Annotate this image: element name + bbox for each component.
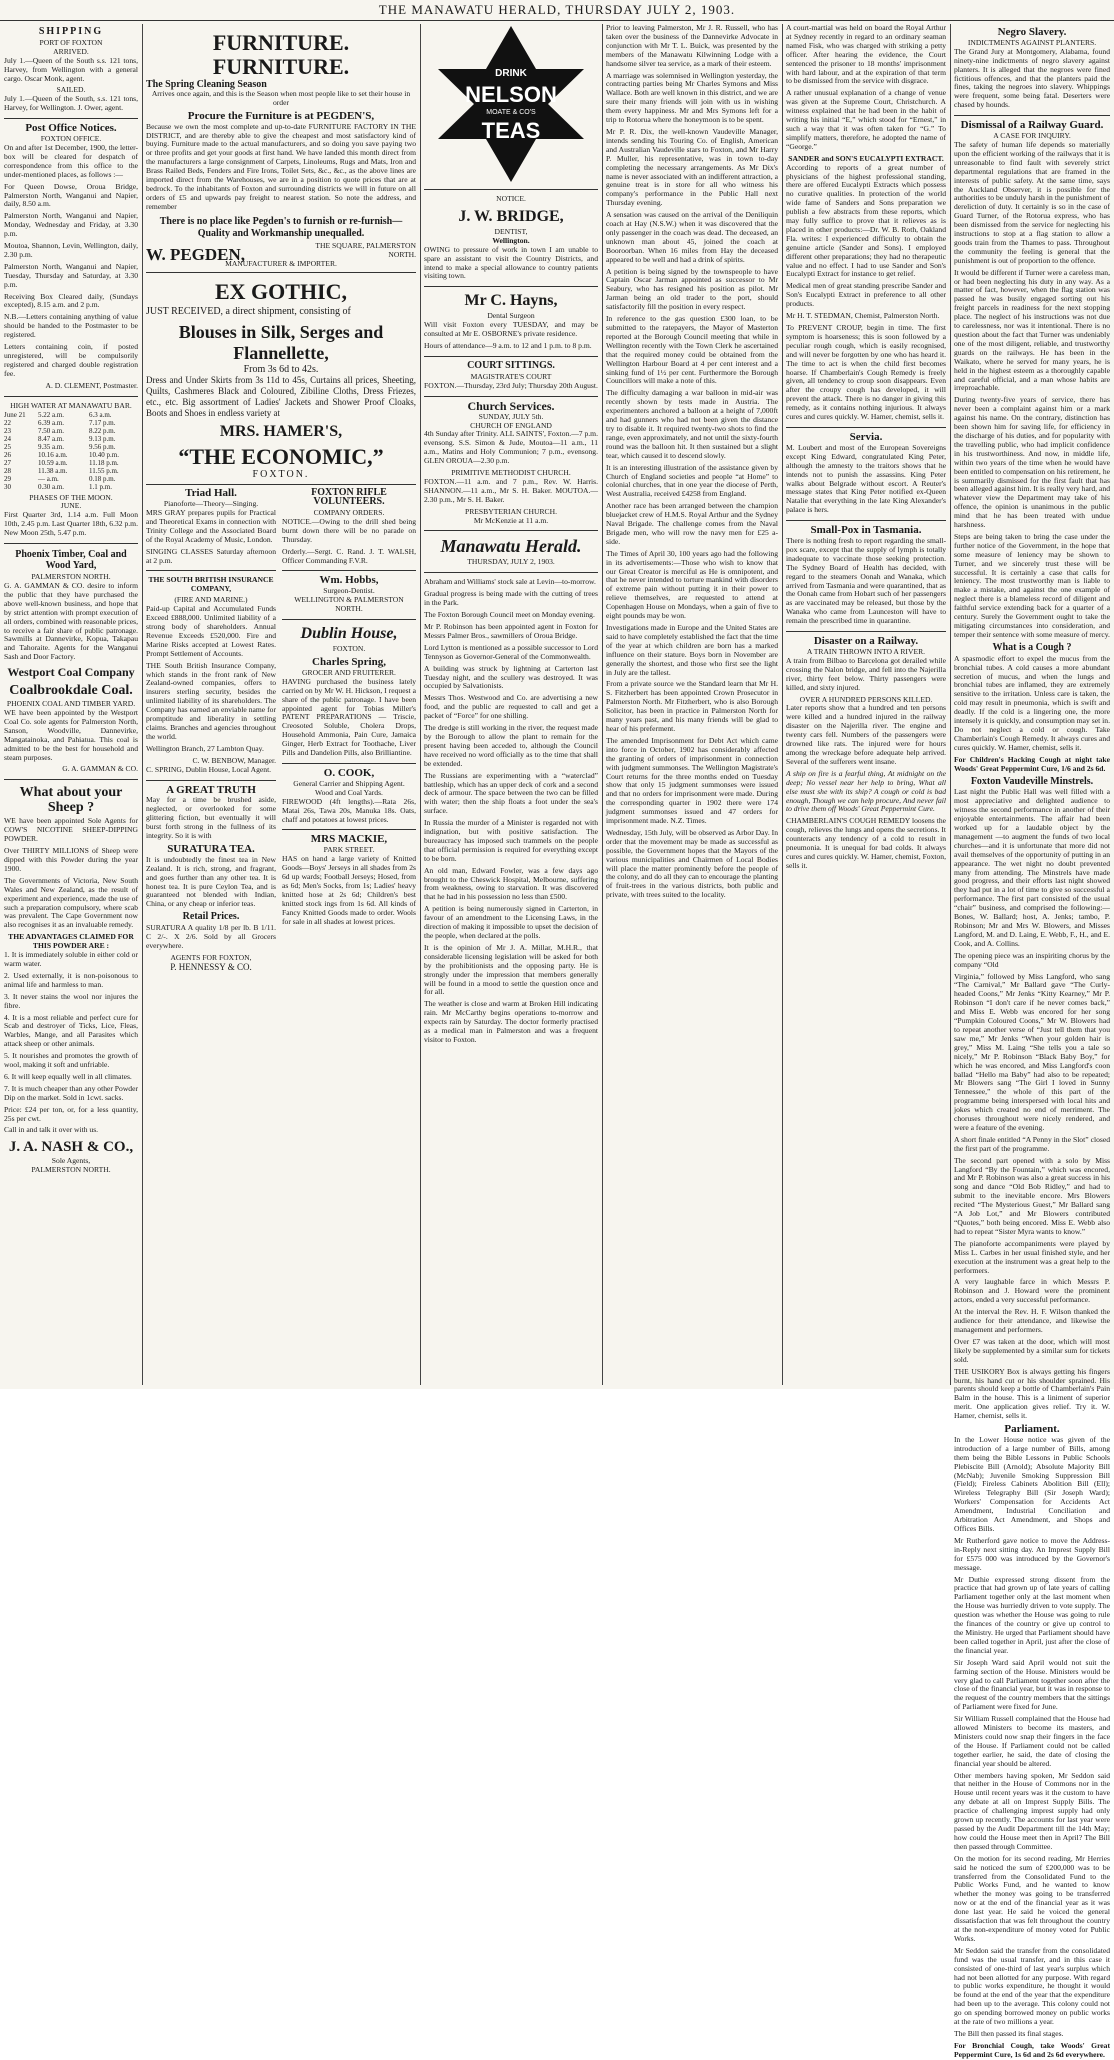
furniture-title: FURNITURE. FURNITURE.	[212, 30, 350, 79]
blouses-title: Blouses in Silk, Serges and Flannellette,	[178, 322, 384, 364]
coalbrookdale-title: Coalbrookdale Coal.	[9, 683, 133, 699]
notice-title: NOTICE.	[496, 194, 526, 203]
procure-title: Procure the Furniture is at PEGDEN'S,	[187, 109, 375, 122]
phoenix-body: WE have been appointed by the Westport Coal Co. sole agents for Palmerston North, Sanson, Woodville, Dannevirke, Mangatainoka, and Pahiatua. This coal is admitted to be the best for household and steam purposes.	[4, 708, 138, 762]
pegden-ad	[146, 24, 416, 273]
sheep-point: 2. Used externally, it is non-poisonous to animal life and harmless to man.	[4, 970, 138, 989]
suratura-title: SURATURA TEA.	[167, 842, 255, 855]
sheep-body: Over THIRTY MILLIONS of Sheep were dipped with this Powder during the year 1900.	[4, 846, 138, 873]
guard-body: Steps are being taken to bring the case under the further notice of the Government, in the hope that some measure of leniency may be shown to Turner, and we sincerely trust these will be successful. It is certainly a case that calls for leniency. The most trustworthy man is liable to make a mistake, and against the one example of neglect there is a blameless record of diligent and faithful service extending back for a quarter of a century. Surely the Government ought to take the mitigating circumstances into consideration, and temper their sentence with some measure of mercy.	[954, 531, 1110, 639]
parliament-body: Mr Duthie expressed strong dissent from the practice that had grown up of late years of calling Parliament together only at the last moment when the House was hurriedly driven to vote supply. The question was whether the House was going to rule the finances of the country or give up control to the Ministry. He urged that Parliament should have been called together in April, just after the close of the financial year.	[954, 1574, 1110, 1655]
phoenix-coal: PHOENIX COAL AND TIMBER YARD.	[6, 699, 136, 709]
guard-title: Dismissal of a Railway Guard.	[960, 119, 1104, 132]
rifle-sub: COMPANY ORDERS.	[313, 508, 385, 518]
ad-row	[146, 485, 416, 972]
moon-phases: First Quarter 3rd, 1.14 a.m. Full Moon 10th, 2.45 p.m. Last Quarter 18th, 6.32 p.m. New Moon 25th, 5.47 p.m.	[4, 510, 138, 538]
tide-table: June 21 5.22 a.m. 6.3 a.m. 22 6.39 a.m. 7.17 p.m. 23 7.50 a.m. 8.22 p.m. 24 8.47 a.m. 9.13 p.m. 25 9.35 a.m. 9.56 p.m. 26 10.16 a.m. 10.40 p.m. 27 10.59 a.m. 11.18 p.m. 28 11.38 a.m. 11.55 p.m. 29 — a.m. 0.18 p.m. 30 0.30 a.m. 1.1 p.m.	[4, 410, 119, 491]
triad-title: Triad Hall.	[185, 487, 237, 500]
servia-body: M. Loubert and most of the European Sovereigns except King Edward, congratulated King Peter, although the amnesty to the traitors shows that he intends not to punish the assassins. King Peter walks about Belgrade without escort. A Reuter's message states that King Peter notified ex-Queen Natalie that everything in the late King Alexander's palace is hers.	[786, 442, 946, 515]
smallpox-title: Small-Pox in Tasmania.	[810, 524, 922, 537]
guard-sub: A CASE FOR INQUIRY.	[993, 131, 1071, 141]
divider	[4, 543, 138, 544]
court-body: FOXTON.—Thursday, 23rd July; Thursday 20th August.	[424, 380, 598, 390]
retail-body: SURATURA A quality 1/8 per lb. B 1/11. C 2/-. X 2/6. Sold by all Grocers everywhere.	[146, 923, 276, 950]
vaude-body: At the interval the Rev. H. F. Wilson thanked the audience for their attendance, and likewise the management and performers.	[954, 1307, 1110, 1334]
sanders-body: According to reports of a great number of physicians of the highest professional standing, there are offered Eucalypti Extracts which possess no curative qualities. In protection of the world wide fame of Sanders and Sons preparation we publish a few abstracts from these reports, which may fully suffice to prove that it relieves as is placed in other products:—Dr. W. B. Roth, Oakland Fla. writes: I experienced difficulty to obtain the genuine article (Sander and Sons). I employed different other preparations; they had no therapeutic value and no effect. I had to use Sander and Son's Eucalypti Extract for instance to get relief.	[786, 162, 946, 279]
news-item: A marriage was solemnised in Wellington yesterday, the contracting parties being Mr Charles Symons and Miss Wallace. Both are well known in this district, and we are sure their many friends will join with us in wishing them every happiness. Mr and Mrs Symons left for a trip to Rotorua where the honeymoon is to be spent.	[606, 70, 778, 125]
negro-body: The Grand Jury at Montgomery, Alabama, found ninety-nine indictments of negro slavery against planters. It is alleged that the negroes were fined fictitious offences, and that the planters paid the fines, taking the negroes into slavery. Whippings were frequent, some being fatal. Deserters were chased by hounds.	[954, 46, 1110, 110]
column-1	[4, 24, 138, 1385]
meth-body: FOXTON.—11 a.m. and 7 p.m., Rev. W. Harris. SHANNON.—11 a.m., Mr S. H. Baker. MOUTOA.—2.30 p.m., Mr S. H. Baker.	[424, 476, 598, 504]
insurance-body: THE South British Insurance Company, which stands in the front rank of New Zealand-owned companies, offers to insurers sterling security, besides the unlimited liability of its shareholders. The Company has earned an enviable name for promptitude and liberality in settling claims. Branches and agencies throughout the world.	[146, 660, 276, 741]
westport-title: Westport Coal Company	[7, 665, 135, 680]
timber-sub: PALMERSTON NORTH.	[31, 572, 111, 582]
column-rule	[950, 24, 951, 1385]
news-item: The dredge is still working in the river, the request made by the Borough to allow the plant to remain for the present having been acceded to, although the Council have received no word officially as to the time that shall be extended.	[424, 723, 598, 768]
column-4	[606, 24, 778, 1385]
masthead: THE MANAWATU HERALD, THURSDAY JULY 2, 1903.	[0, 0, 1114, 21]
church-eng: CHURCH OF ENGLAND	[470, 420, 552, 430]
news-item: Mr P. Robinson has been appointed agent in Foxton for Messrs Palmer Bros., sawmillers of Oroua Bridge.	[424, 622, 598, 640]
sanders-order: Mr H. T. STEDMAN, Chemist, Palmerston North.	[786, 311, 940, 321]
nash-title: J. A. NASH & CO.,	[8, 1139, 134, 1156]
sheep-adv: THE ADVANTAGES CLAIMED FOR THIS POWDER ARE :	[8, 932, 134, 951]
hobbs-address: WELLINGTON & PALMERSTON NORTH.	[294, 595, 404, 614]
divider	[424, 189, 598, 190]
divider	[146, 780, 276, 781]
divider	[424, 530, 598, 531]
hamer-name: MRS. HAMER'S,	[219, 423, 343, 441]
news-item: Prior to leaving Palmerston, Mr J. R. Russell, who has taken over the business of the Dannevirke Advocate in conjunction with Mr T. L. Buick, was presented by the members of the Manawatu Kilwinning Lodge with a handsome silver tea service, as a mark of their esteem.	[606, 23, 778, 68]
sanders-end: Medical men of great standing prescribe Sander and Son's Eucalypti Extract in preference to all other products.	[786, 281, 946, 309]
post-line: On and after 1st December, 1900, the letter-box will be cleared for despatch of correspondence from this office to the under-mentioned places, as follows :—	[4, 142, 138, 179]
pegden-name: W. PEGDEN,	[146, 244, 246, 264]
post-line: Moutoa, Shannon, Levin, Wellington, daily, 2.30 p.m.	[4, 241, 138, 259]
blouse-price: From 3s 6d to 42s.	[243, 364, 319, 376]
cough-title: What is a Cough ?	[992, 641, 1072, 653]
news-item: Wednesday, 15th July, will be observed as Arbor Day. In order that the movement may be made as successful as possible, the Government hopes that the Mayors of the various municipalities and Chairmen of Local Bodies will place the matter prominently before the people of the colony, and do all they can to encourage the planting of fruit-trees in the various districts, both public and private, with trees suited to the locality.	[606, 827, 778, 900]
cook-body: FIREWOOD (4ft lengths).—Rata 26s, Matai 26s, Tawa 20s, Manuka 18s. Oats, chaff and potatoes at lowest prices.	[282, 796, 416, 824]
divider	[282, 619, 416, 620]
insurance-address: Wellington Branch, 27 Lambton Quay.	[146, 743, 264, 753]
post-line: N.B.—Letters containing anything of value should be handed to the Postmaster to be registered.	[4, 312, 138, 340]
sanders-title: SANDER and SON'S EUCALYPTI EXTRACT.	[788, 153, 944, 163]
hayns-hours: Hours of attendance—9 a.m. to 12 and 1 p.m. to 8 p.m.	[424, 341, 592, 351]
herald-title: Manawatu Herald.	[440, 536, 582, 557]
sheep-price: Price: £24 per ton, or, for a less quantity, 25s per cwt.	[4, 1104, 138, 1123]
insurance-body: Paid-up Capital and Accumulated Funds Exceed £888,000. Unlimited liability of a strong body of shareholders. Annual Revenue Exceeds £520,000. Fire and Marine Risks accepted at Lowest Rates. Prompt Settlement of Accounts.	[146, 604, 276, 658]
timber-body: G. A. GAMMAN & CO. desire to inform the public that they have purchased the above well-known business, and hope that by strict attention with prompt execution of all orders, combined with reasonable prices, to receive a fair share of public patronage. Sawmills at Dannevirke, Kopua, Takapau and Tahoraite. Agents for the Wanganui Sash and Door Factory.	[4, 580, 138, 662]
drink-label: DRINK	[495, 68, 527, 79]
shipping-arrived: ARRIVED.	[53, 46, 89, 56]
dublin-town: FOXTON.	[332, 644, 366, 654]
spring-name: Charles Spring,	[312, 656, 386, 668]
herald-date: THURSDAY, JULY 2, 1903.	[467, 557, 555, 567]
sheep-body: The Governments of Victoria, New South Wales and New Zealand, as the result of experiment and experience, made the use of such a preparation compulsory, where scab was prevalent. The Cape Government now also recognises it as an invaluable remedy.	[4, 875, 138, 930]
parliament-body: The Bill then passed its final stages.	[954, 2028, 1064, 2038]
nelson-tea-star-logo	[436, 24, 586, 184]
nash-sub: Sole Agents,	[51, 1156, 91, 1166]
rifle-title: FOXTON RIFLE VOLUNTEERS.	[311, 487, 387, 508]
divider	[424, 356, 598, 357]
divider	[4, 779, 138, 780]
nash-town: PALMERSTON NORTH.	[31, 1165, 111, 1175]
shipping-title: SHIPPING	[38, 26, 104, 37]
dress-body: Dress and Under Skirts from 3s 11d to 45s, Curtains all prices, Sheeting, Quilts, Cashmeres Black and Coloured, Zibiline Cloths, Dress Friezes, etc., etc. Big assortment of Ladies' Jackets and Shower Proof Cloaks, Boots and Shoes in endless variety at	[146, 375, 416, 419]
retail-title: Retail Prices.	[182, 911, 240, 923]
news-item: Abraham and Williams' stock sale at Levin—to-morrow.	[424, 577, 596, 587]
economic-title: “THE ECONOMIC,”	[178, 444, 384, 470]
cough-body: A spasmodic effort to expel the mucus from the bronchial tubes. A cold causes a more abundant secretion of mucus, and when the lungs and bronchial tubes are inflamed, they are extremely sensitive to the irritation. Unless care is taken, the cold may result in pneumonia, which is swift and deadly. If the cold is a lingering one, the more intensely it is quickly, and consumption may set in. Do not neglect a cold or cough. Take Chamberlain's Cough Remedy. It always cures and cures quickly. W. Hamer, chemist, sells it.	[954, 653, 1110, 752]
sheep-point: 4. It is a most reliable and perfect cure for Scab and destroyer of Ticks, Lice, Fleas, Warbles, Mange, and all Parasites which attack sheep or other animals.	[4, 1012, 138, 1049]
sheep-body: WE have been appointed Sole Agents for COW'S NICOTINE SHEEP-DIPPING POWDER.	[4, 816, 138, 844]
post-line: Letters containing coin, if posted unregistered, will be compulsorily registered and charged double registration fee.	[4, 342, 138, 378]
insurance-sign: C. W. BENBOW, Manager.	[192, 755, 276, 765]
vaude-body: Last night the Public Hall was well filled with a most appreciative and delighted audience to witness the second performance in another of their enjoyable entertainments. The affair had been worked up for a laudable object by the management —to augment the funds of two local churches—and it is unfortunate that more did not avail themselves of the opportunity of putting in an appearance. The wet night no doubt prevented many from attending. The Minstrels have made good progress, and their efforts last night showed they had put in a lot of time to give so successful a performance. The first part consisted of the usual “chair” business, and comprised the following:—Bones, W. Ballard; host, A. Jenks; tambo, P. Robinson; Mr and Mrs W. Blowers, and Misses Langford, M. and D. Laing, E. Webb, F., H., and E. Cook, and A. Collins.	[954, 787, 1110, 948]
parliament-title: Parliament.	[1004, 1423, 1060, 1436]
column-3	[424, 24, 598, 1385]
spring-role: GROCER AND FRUITERER.	[302, 667, 396, 677]
news-item: The Times of April 30, 100 years ago had the following in its advertisements:—Those who wish to know that our Great Creator is merciful as He is omnipotent, and that he never intended to torture mankind with disorders of extreme pain without putting it in their power to relieve themselves, are requested to attend at Copenhagen House on Mondays, when a gain of five to eight pounds may be won.	[606, 548, 778, 621]
negro-sub: INDICTMENTS AGAINST PLANTERS.	[967, 37, 1097, 47]
shipping-arrival: July 1.—Queen of the South s.s. 121 tons, Harvey, from Wellington with a general cargo. Oscar Monk, agent.	[4, 55, 138, 83]
guard-body: It would be different if Turner were a careless man, or had been neglecting his duty in any way. As a matter of fact, however, when the flag station was passed he was busily engaged sorting out his freight parcels in readiness for the next stopping place. The neglect of his instructions was not due to carelessness, nor was it intentional. There is no question about the fact that Turner was undeniably one of the most diligent, reliable, and trustworthy guards on the railways. He has been in the Waikato, where he served for many years, he is held in the highest esteem as a thoroughly capable and careful official, and a man whose habits are irreproachable.	[954, 267, 1110, 393]
teas-label: TEAS	[481, 118, 541, 143]
truth-title: A GREAT TRUTH	[166, 783, 256, 796]
column-rule	[782, 24, 783, 1385]
news-item: From a private source we the Standard learn that Mr H. S. Fitzherbert has been appointed Crown Prosecutor in Palmerston North. Mr Fitzherbert, who is also Borough Solicitor, has been in practice in Palmerston North for many years past, and his many friends will be glad to hear of his preferment.	[606, 679, 778, 733]
guard-body: The safety of human life depends so materially upon the efficient working of the railways that it is unreasonable to find fault with severely strict departmental regulations that are framed in the interests of public safety. At the same time, says the Auckland Observer, it is possible for the authorities to be unduly harsh in the punishment of dereliction of duty. It certainly is so in the case of Guard Turner, of the Rotorua express, who has been dismissed from the service for neglecting his instructions to stop at a flag station to allow a goods train from the Thames to pass. Throughout the community the feeling is general that the punishment is out of proportion to the offence.	[954, 139, 1110, 265]
church-date: SUNDAY, JULY 5th.	[478, 411, 544, 421]
sub-col-left	[146, 485, 276, 972]
bridge-role: DENTIST,	[494, 226, 528, 236]
mackie-title: MRS MACKIE,	[310, 833, 388, 846]
presb-body: Mr McKenzie at 11 a.m.	[473, 515, 549, 525]
court-title: COURT SITTINGS.	[467, 359, 555, 371]
news-item: A sensation was caused on the arrival of the Deniliquin coach at Hay (N.S.W.) when it was discovered that the only passenger in the coach was dead. The deceased, an unknown man about 45, joined the coach at Booroorban. When 16 miles from Hay the deceased appeared to be well and had a drink of spirits.	[606, 210, 778, 264]
vaude-body: The second part opened with a solo by Miss Langford “By the Fountain,” which was encored, and Mr P. Robinson was also a great success in his song and dance “Old Bob Ridley,” and had to submit to the inevitable encore. Mrs Blowers recited “The Mysterious Guest,” Mr Ballard sang “A Job Lot,” and Mr Blowers contributed “Quotes,” both being encored. Miss E. Webb also had to repeat “Sister Myra wants to know.”	[954, 1155, 1110, 1236]
bronchial-ad: For Bronchial Cough, take Woods' Great Peppermint Cure, 1s 6d and 2s 6d everywhere.	[954, 2040, 1110, 2059]
ex-gothic: EX GOTHIC,	[214, 279, 348, 305]
post-line: For Queen Dowse, Oroua Bridge, Palmerston North, Wanganui and Napier, daily, 8.50 a.m.	[4, 181, 138, 209]
church-title: Church Services.	[467, 398, 555, 413]
vaude-body: A very laughable farce in which Messrs P. Robinson and J. Howard were the prominent actors, ended a very successful performance.	[954, 1277, 1110, 1305]
nelson-label: NELSON	[465, 82, 557, 107]
parliament-body: On the motion for its second reading, Mr Herries said he noticed the sum of £200,000 was to be transferred from the Consolidated Fund to the Public Works Fund, and he wanted to know whether the money was going to be transferred now or at the end of the financial year as it was done last year. He said he voiced the general dissatisfaction that was felt throughout the country at the non-expenditure of money voted for Public Works.	[954, 1853, 1110, 1943]
parliament-body: Sir Joseph Ward said April would not suit the farming section of the House. Ministers would be very glad to call Parliament together soon after the close of the financial year, but it was in response to the request of the country members that the sittings of Parliament were fixed for June.	[954, 1657, 1110, 1712]
railway-body: A train from Bilbao to Barcelona got derailed while crossing the Nalon bridge, and fell into the Najerilla river, thirty feet below. Thirty passengers were killed, and sixty injured.	[786, 655, 946, 692]
divider	[786, 520, 946, 521]
divider	[282, 829, 416, 830]
divider	[4, 396, 138, 397]
moate-label: MOATE & CO'S	[486, 109, 536, 116]
post-line: Palmerston North, Wanganui and Napier, Tuesday, Thursday and Saturday, at 3.30 p.m.	[4, 261, 138, 289]
hamer-ad	[146, 273, 416, 485]
divider	[424, 572, 598, 573]
hayns-name: Mr C. Hayns,	[464, 292, 558, 310]
vaude-body: The opening piece was an inspiriting chorus by the company “Old	[954, 950, 1110, 969]
guard-body: During twenty-five years of service, there has never been a complaint against him or a mark against his name. On the contrary, distinction has been shown him for saving life, for efficiency in the discharge of his duties, and for popularity with the travelling public, who had implicit confidence in his trustworthiness. And now, in middle life, within two years of the time when he would have been entitled to compensation on his retirement, he is summarily dismissed for the first fault that has been alleged against him. It is really very hard, and whatever view the Department may take of his offence, the opinion is unanimous in the public mind that he has been treated with undue harshness.	[954, 395, 1110, 530]
mackie-sub: PARK STREET.	[323, 845, 375, 855]
news-item: A petition is being signed by the townspeople to have Captain Oscar Jarman appointed as successor to Mr Seabury, who has resigned his position as pilot. Mr Jarman being an old trader to the port, should satisfactorily fill the position in every respect.	[606, 266, 778, 312]
hayns-role: Dental Surgeon	[487, 311, 535, 321]
news-item: Another race has been arranged between the champion bluejacket crew of H.M.S. Royal Arthur and the Sydney Naval Brigade. The challenge comes from the Naval Brigade men, who will row the navy men for £25 a-side.	[606, 501, 778, 546]
hobbs-title: Wm. Hobbs,	[319, 574, 379, 587]
news-item: A building was struck by lightning at Carterton last Tuesday night, and the scullery was destroyed. It was occupied by Salvationists.	[424, 663, 598, 691]
hobbs-sub: Surgeon-Dentist.	[323, 586, 375, 596]
shipping-port: PORT OF FOXTON	[39, 37, 103, 47]
triad-body: MRS GRAY prepares pupils for Practical and Theoretical Exams in connection with Trinity College and the Associated Board of the Royal Academy of Music, London.	[146, 508, 276, 544]
negro-title: Negro Slavery.	[997, 26, 1067, 38]
news-item: The amended Imprisonment for Debt Act which came into force in October, 1902 has considerably affected the granting of orders of imprisonment in connection with judgment summonses. The Wellington Magistrate's Court returns for the three months ended on Tuesday show that only 15 judgment summonses were issued and that no orders for imprisonment were made. During the corresponding quarter in 1902 there were 174 judgment summonses issued and 47 orders for imprisonment made. N.Z. Times.	[606, 735, 778, 826]
servia-title: Servia.	[849, 430, 883, 443]
meth-title: PRIMITIVE METHODIST CHURCH.	[451, 468, 571, 478]
post-sub: FOXTON OFFICE.	[40, 134, 102, 144]
column-5	[786, 24, 946, 1385]
suratura-body: It is undoubtedly the finest tea in New Zealand. It is rich, strong, and fragrant, and goes further than any other tea. It is honest tea. It is pure Ceylon Tea, and is guaranteed not blended with Indian, China, or any cheap or inferior teas.	[146, 854, 276, 909]
news-item: A petition is being numerously signed in Carterton, in favour of an amendment to the Licensing Laws, in the direction of making it impossible to upset the decision of the people, when declared at the polls.	[424, 904, 598, 940]
divider	[954, 115, 1110, 116]
church-body: 4th Sunday after Trinity. ALL SAINTS', Foxton.—7 p.m. evensong. S.S. Simon & Jude, Moutoa—11 a.m., 11 a.m., Matins and Holy Communion; 7 p.m., evensong. GLEN OROUA—2.30 p.m.	[424, 429, 598, 466]
pegden-slogan: There is no place like Pegden's to furnish or re-furnish—Quality and Workmanship unequalled.	[159, 215, 403, 239]
foxton-label: FOXTON.	[252, 469, 310, 481]
news-item: The Russians are experimenting with a “waterclad” battleship, which has an upper deck of cork and a second deck of armour. The space between the two can be filled with water; then the ship floats a foot under the sea's surface.	[424, 770, 598, 816]
post-line: Receiving Box Cleared daily, (Sundays excepted), 8.15 a.m. and 2 p.m.	[4, 291, 138, 310]
vaude-title: Foxton Vaudeville Minstrels.	[970, 775, 1094, 787]
spring-body: Arrives once again, and this is the Season when most people like to set their house in order	[151, 88, 411, 107]
divider	[282, 570, 416, 571]
column-2	[146, 24, 416, 1385]
moon-month: JUNE.	[60, 501, 82, 511]
column-6	[954, 24, 1110, 2059]
hennessy-name: P. HENNESSY & CO.	[170, 961, 252, 972]
insurance-title: THE SOUTH BRITISH INSURANCE COMPANY,	[148, 575, 274, 594]
news-item: Investigations made in Europe and the United States are said to have completely established the fact that the time of the year at which children are born has a marked influence on their stature. Boys born in November are generally the shortest, and those who first see the light in July are the tallest.	[606, 623, 778, 677]
column-rule	[142, 24, 143, 1385]
shipping-departure: July 1.—Queen of the South, s.s. 121 tons, Harvey, for Wellington. J. Ower, agent.	[4, 94, 138, 113]
usikory-item: THE USIKORY Box is always getting his fingers burnt, his hand cut or his shoulder sprained. His parents should keep a bottle of Chamberlain's Pain Balm in the house. This is a liniment of superior merit. One application gives relief. Try it. W. Hamer, chemist, sells it.	[954, 1366, 1110, 1421]
insurance-sub: (FIRE AND MARINE.)	[174, 595, 248, 605]
mackie-body: HAS on hand a large variety of Knitted Goods—Boys' Jerseys in all shades from 2s 6d up wards; Football Jerseys; Hosed, from as 6d; Men's Socks, from 1s; Ladies' heavy knitted hose at 2s 6d; Children's best knitted stock ings from 1s 6d. All kinds of Fancy Knitted Goods made to order. Wools for sale in all shades at lowest prices.	[282, 854, 416, 926]
post-line: Palmerston North, Wanganui and Napier, Monday, Wednesday and Friday, at 3.30 p.m.	[4, 211, 138, 239]
news-item: Messrs Thos. Westwood and Co. are advertising a new food, and the public are requested to call and get a packet of “Force” for one shilling.	[424, 693, 598, 721]
news-item: Gradual progress is being made with the cutting of trees in the Park.	[424, 589, 598, 608]
news-item: Lord Lytton is mentioned as a possible successor to Lord Tennyson as Governor-General of the Commonwealth.	[424, 642, 598, 661]
rifle-body: NOTICE.—Owing to the drill shed being burnt down there will be no parade on Thursday.	[282, 516, 416, 544]
news-item: The weather is close and warm at Broken Hill indicating rain. Mr McCarthy begins operations to-morrow and expects rain by Saturday. The doctor formerly practised as a medical man in Palmerston and was a frequent visitor to Foxton.	[424, 999, 598, 1044]
divider	[424, 396, 598, 397]
sheep-point: 5. It nourishes and promotes the growth of wool, making it soft and unfriable.	[4, 1051, 138, 1070]
news-item: Mr P. R. Dix, the well-known Vaudeville Manager, intends sending his Touring Co. of English, American and Australian Vaudeville stars to Foxton, and Mr Harry P. Muller, his representative, was in town to-day completing the necessary arrangements. As Mr Dix's name is never associated with an indifferent attraction, a genuine treat is in store for all who witness his company's performance in the Public Hall next Thursday evening.	[606, 126, 778, 208]
spring-title: The Spring Cleaning Season	[146, 79, 267, 90]
parliament-body: In the Lower House notice was given of the introduction of a large number of Bills, among them being the Bible Lessons in Public Schools Plebiscite Bill (Arnold); Absolute Majority Bill (McNab); Juvenile Smoking Suppression Bill (Field); Fireless Cabinets Abolition Bill (Ell); Wireless Telegraphy Bill (Sir Joseph Ward); Workers' Compensation for Accidents Act Amendment, Industrial Conciliation and Arbitration Act Amendment, and Shops and Offices Bills.	[954, 1434, 1110, 1533]
railway-sub: A TRAIN THROWN INTO A RIVER.	[806, 647, 926, 656]
ex-body: JUST RECEIVED, a direct shipment, consisting of	[146, 306, 351, 318]
cook-title: O. COOK,	[323, 766, 375, 779]
news-item: An old man, Edward Fowler, was a few days ago brought to the Cheswick Hospital, Melbourne, suffering from weakness, owing to starvation. It was discovered that he had in his possession no less than £500.	[424, 865, 598, 902]
railway-title: Disaster on a Railway.	[813, 635, 919, 648]
divider	[282, 763, 416, 764]
vaude-body: Virginia,” followed by Miss Langford, who sang “The Carnival,” Mr Ballard gave “The Curly-headed Coons,” Mr Jenks “Kitty Kearney,” Mr P. Robinson “I don't care if he never comes back,” and Miss E. Webb was encored for her song “Pumpkin Coloured Coons,” Mr W. Blowers had to repeat another verse of “Just tell them that you saw me,” Mr Jenks “When your golden hair is grey,” Miss M. Laing “She tells you a tale so nicely,” Mr P. Robinson “Black Baby Boy,” for which he was encored, and Miss Langford's coon ballad “Hello ma Baby” had also to be repeated; Mr Blowers sang “The Girl I loved in Sunny Tennessee,” the whole of this part of the programme being interspersed with local hits and jokes which created no end of merriment. The choruses throughout were nicely rendered, and were a feature of the evening.	[954, 971, 1110, 1132]
news-item: In reference to the gas question £300 loan, to be submitted to the ratepayers, the Mayor of Masterton reported at the Borough Council meeting that while in Wellington recently with the Town Clerk he ascertained that the required money could be obtained from the Wellington Harbour Board at 4 per cent interest and a sinking fund of 1½ per cent. Furthermore the Borough Councillors will make a note of this.	[606, 314, 778, 386]
tide-title: HIGH WATER AT MANAWATU BAR.	[10, 400, 132, 410]
hayns-body: Will visit Foxton every TUESDAY, and may be consulted at Mr E. OSBORNE's private residence.	[424, 320, 598, 339]
chamberlain-item: CHAMBERLAIN'S COUGH REMEDY loosens the cough, relieves the lungs and opens the secretions. It counteracts any tendency of a cold to result in pneumonia. It is unequal for bad colds. It always cures and cures quickly. W. Hamer, chemist, Foxton, sells it.	[786, 816, 946, 870]
bridge-name: J. W. BRIDGE,	[458, 207, 564, 225]
divider	[4, 118, 138, 119]
sheep-title: What about your Sheep ?	[19, 785, 123, 816]
divider	[786, 427, 946, 428]
divider	[424, 286, 598, 287]
news-item: A court-martial was held on board the Royal Arthur at Sydney recently in regard to an ordinary seaman named Fisk, who was charged with striking a petty officer. After hearing the evidence, the Court sentenced the prisoner to 18 months' imprisonment with hard labour, and at the expiration of that term to be dismissed from the service with disgrace.	[786, 23, 946, 86]
dublin-title: Dublin House,	[300, 625, 398, 643]
cook-role: General Carrier and Shipping Agent.	[293, 778, 405, 788]
news-item: The Foxton Borough Council meet on Monday evening.	[424, 610, 595, 620]
pegden-address: THE SQUARE, PALMERSTON NORTH.	[315, 240, 416, 259]
news-item: It is an interesting illustration of the assistance given by Church of England societies and people “at Home” to colonial churches, that in one year the diocese of Perth, West Australia, received £4258 from England.	[606, 462, 778, 499]
timber-title: Phoenix Timber, Coal and Wood Yard,	[15, 549, 127, 572]
vaude-body: The pianoforte accompaniments were played by Miss L. Carbes in her usual finished style, and her execution at the instrument was a great help to the performers.	[954, 1238, 1110, 1275]
presb-title: PRESBYTERIAN CHURCH.	[465, 506, 557, 516]
parliament-body: Mr Seddon said the transfer from the consolidated fund was the usual transfer, and in this case it consisted of one-third of last year's surplus which had not been allotted for any purpose. With regard to public works expenditure, he thought it would be found at the end of the year that the expenditure had been up to the average. This colony could not go on spending borrowed money on public works at the rate of two millions a year.	[954, 1945, 1110, 2027]
court-sub: MAGISTRATE'S COURT	[470, 371, 552, 381]
column-rule	[420, 24, 421, 1385]
croup-item: To PREVENT CROUP, begin in time. The first symptom is hoarseness; this is soon followed by a peculiar rough cough, which is easily recognised, and will never be forgotten by one who has heard it. The time to act is when the child first becomes hoarse. If Chamberlain's Cough Remedy is freely given, all tendency to croup soon disappears. Even after the croupy cough has developed, it will prevent the attack. There is no danger in giving this remedy, as it contains nothing injurious. It always cures and cures quickly. W. Hamer, chemist, sells it.	[786, 323, 946, 422]
news-item: The difficulty damaging a war balloon in mid-air was recently shown by tests made in Austria. The experimenters anchored a balloon at a height of 7,000ft and had gunners who had not been given the distance try to disable it. It required twenty-two shots to find the range, even approximately, and not until the sixty-fourth round was the balloon hit. It then sustained but a slight tear, which caused it to descend slowly.	[606, 388, 778, 460]
procure-body: Because we own the most complete and up-to-date FURNITURE FACTORY IN THE DISTRICT, and are thereby able to give the cheapest and most satisfactory kind of buying. Furniture made to the actual manufacturers, and so doing you save paying two or three profits and get your goods at first hand. We have landed this month direct from the manufacturers a large consignment of Carpets, Linoleums, Rugs and Mats, Iron and Brass Railed Beds, Fenders and Fire Irons, Toilet Sets, &c., &c., as the above lines are imported direct from the Warehouses, we are in a position to quote prices that are at bedrock. To the inhabitants of Foxton and surrounding districts we will in future on all orders of £5 and upwards pay freight to nearest station. So note the address, and remember	[146, 121, 416, 211]
divider	[146, 570, 276, 571]
news-item: It is the opinion of Mr J. A. Millar, M.H.R., that considerable licensing legislation will be asked for both by the prohibitionists and the opposing party. He is strongly under the impression that members generally will be found in a mood to settle the question once and for all.	[424, 942, 598, 997]
bridge-body: OWING to pressure of work in town I am unable to spare an assistant to visit the Country Districts, and intend to make a special allowance to country patients visiting town.	[424, 244, 598, 281]
sub-col-right	[282, 485, 416, 972]
triad-body: SINGING CLASSES Saturday afternoon at 2 p.m.	[146, 546, 276, 565]
parliament-body: Other members having spoken, Mr Seddon said that neither in the House of Commons nor in the House until recent years was it the custom to have any debate at all on Imprest Supply Bills. The practice of challenging imprest supply had only grown up recently. The accounts for last year were passed by the Audit Department till the 14th May; how could the House meet then in April? The Bill then passed through Committee.	[954, 1770, 1110, 1851]
spring-text: HAVING purchased the business lately carried on by Mr W. H. Hickson, I request a share of the public patronage. I have been appointed agent for Tobias Miller's PATENT PREPARATIONS — Triscie, Creosoted Soluble, Cholera Drops, Household Ammonia, Pain Cure, Jamaica Ginger, Herb Extract for Toothache, Liver Pills and Dandelion Pills, also Brilliantine.	[282, 676, 416, 758]
shipping-sailed: SAILED.	[56, 85, 86, 95]
agents-title: AGENTS FOR FOXTON,	[170, 952, 252, 962]
news-item: In Russia the murder of a Minister is regarded not with indignation, but with positive satisfaction. The bureaucracy has imposed such trammels on the people that official permission is required for everything except to be born.	[424, 818, 598, 863]
phoenix-sign: G. A. GAMMAN & CO.	[62, 764, 138, 774]
divider	[786, 631, 946, 632]
vaude-body: A short finale entitled “A Penny in the Slot” closed the first part of the programme.	[954, 1134, 1110, 1153]
woods-ad: For Children's Hacking Cough at night take Woods' Great Peppermint Cure, 1/6 and 2s 6d.	[954, 754, 1110, 773]
parliament-body: Sir William Russell complained that the House had allowed Ministers to become its masters, and Ministers could now snap their fingers in the face of the House. If Parliament could not be called together earlier, he said, the date of closing the financial year should be altered.	[954, 1714, 1110, 1768]
news-item: A rather unusual explanation of a change of venue was given at the Supreme Court, Christchurch. A witness explained that he had been in the habit of writing his initial “E,” which stood for “Ernest,” in such a way that it was often taken for “G.” To simplify matters, therefore, he adopted the name of “George.”	[786, 88, 946, 151]
bridge-town: Wellington.	[492, 235, 530, 245]
sheep-call: Call in and talk it over with us.	[4, 1125, 99, 1135]
insurance-local: C. SPRING, Dublin House, Local Agent.	[146, 764, 272, 774]
sheep-point: 6. It will keep equally well in all climates.	[4, 1071, 132, 1081]
vaude-body: Over £7 was taken at the door, which will most likely be supplemented by a similar sum for tickets sold.	[954, 1336, 1110, 1364]
killed-title: OVER A HUNDRED PERSONS KILLED.	[799, 694, 933, 704]
post-sign: A. D. CLEMENT, Postmaster.	[45, 380, 138, 390]
sheep-point: 1. It is immediately soluble in either cold or warm water.	[4, 950, 138, 968]
sheep-point: 3. It never stains the wool nor injures the fibre.	[4, 991, 138, 1010]
poem: A ship on fire is a fearful thing, At midnight on the deep; No vessel near her help to bring, What all else must she with its ship? A cough or cold is bad enough, Though we can help procure, And never fail to drive them off Woods' Great Peppermint Cure.	[786, 768, 946, 814]
pegden-role: MANUFACTURER & IMPORTER.	[225, 258, 337, 268]
killed-body: Later reports show that a hundred and ten persons were killed and a hundred injured in the railway disaster on the Najerilla river. The engine and twenty cars fell. Numbers of the passengers were drowned like rats. The injured were for hours among the wreckage before adequate help arrived. Several of the sufferers went insane.	[786, 703, 946, 766]
smallpox-body: There is nothing fresh to report regarding the small-pox scare, except that the supply of lymph is totally inadequate to vaccinate those seeking protection. The Sydney Board of Health has decided, with regard to the steamers Oonah and Wanaka, which arrived from Tasmania and were quarantined, that as the Oonah came from Hobart such of her passengers as are vaccinated may be released, but those by the Wanaka who came from Launceston will have to remain the prescribed time in quarantine.	[786, 536, 946, 626]
cook-sub: Wood and Coal Yards.	[315, 787, 383, 797]
parliament-body: Mr Rutherford gave notice to move the Address-in-Reply next sitting day. An Imprest Supply Bill for £575 000 was introduced by the Governor's message.	[954, 1535, 1110, 1572]
triad-sub: Pianoforte—Theory—Singing.	[163, 499, 259, 509]
moon-title: PHASES OF THE MOON.	[29, 492, 113, 502]
truth-body: May for a time be brushed aside, neglected, or overlooked for some glittering fiction, but eventually it will burst forth strong in the fullness of its integrity. So it is with	[146, 795, 276, 841]
post-title: Post Office Notices.	[25, 122, 117, 135]
sheep-point: 7. It is much cheaper than any other Powder Dip on the market. Sold in 1cwt. sacks.	[4, 1083, 138, 1102]
column-rule	[602, 24, 603, 1385]
rifle-sign: Orderly.—Sergt. C. Rand. J. T. WALSH, Officer Commanding F.V.R.	[282, 546, 416, 565]
